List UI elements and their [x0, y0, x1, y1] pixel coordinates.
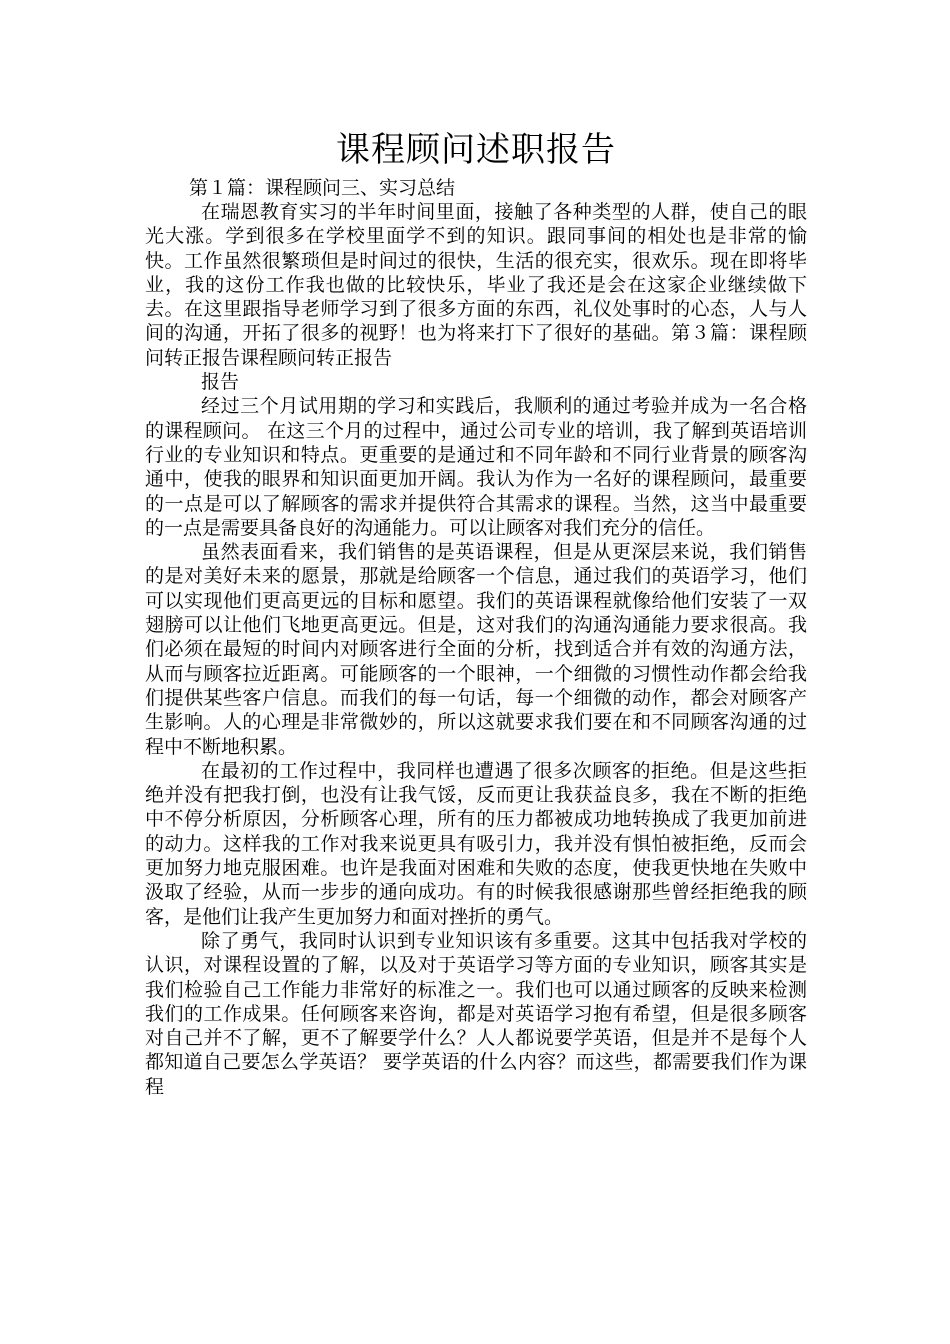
document-page	[145, 128, 807, 1099]
paragraph-probation: 经过三个月试用期的学习和实践后，我顺利的通过考验并成为一名合格的课程顾问。 在这三个月的过程中，通过公司专业的培训，我了解到英语培训行业的专业知识和特点。更重要的是通过和不同年龄和不同行业背景的顾客沟通中，使我的眼界和知识面更加开阔。我认为作为一名好的课程顾问，最重要的一点是可以了解顾客的需求并提供符合其需求的课程。当然，这当中最重要的一点是需要具备良好的沟通能力。可以让顾客对我们充分的信任。	[145, 395, 807, 539]
paragraph-rejection: 在最初的工作过程中，我同样也遭遇了很多次顾客的拒绝。但是这些拒绝并没有把我打倒，也没有让我气馁，反而更让我获益良多，我在不断的拒绝中不停分析原因，分析顾客心理，所有的压力都被成功地转换成了我更加前进的动力。这样我的工作对我来说更具有吸引力，我并没有惧怕被拒绝，反而会更加努力地克服困难。也许是我面对困难和失败的态度，使我更快地在失败中汲取了经验，从而一步步的通向成功。有的时候我很感谢那些曾经拒绝我的顾客，是他们让我产生更加努力和面对挫折的勇气。	[145, 759, 807, 928]
document-title: 课程顾问述职报告	[336, 130, 616, 170]
paragraph-report-label: 报告	[201, 371, 240, 394]
paragraph-knowledge: 除了勇气，我同时认识到专业知识该有多重要。这其中包括我对学校的认识，对课程设置的了解，以及对于英语学习等方面的专业知识，顾客其实是我们检验自己工作能力非常好的标准之一。我们也可以通过顾客的反映来检测我们的工作成果。任何顾客来咨询，都是对英语学习抱有希望，但是很多顾客对自己并不了解，更不了解要学什么？人人都说要学英语，但是并不是每个人都知道自己要怎么学英语？ 要学英语的什么内容？而这些，都需要我们作为课程	[145, 929, 807, 1098]
paragraph-internship-summary: 在瑞恩教育实习的半年时间里面，接触了各种类型的人群，使自己的眼光大涨。学到很多在学校里面学不到的知识。跟同事间的相处也是非常的愉快。工作虽然很繁琐但是时间过的很快，生活的很充实，很欢乐。现在即将毕业，我的这份工作我也做的比较快乐，毕业了我还是会在这家企业继续做下去。在这里跟指导老师学习到了很多方面的东西，礼仪处事时的心态，人与人间的沟通，开拓了很多的视野！也为将来打下了很好的基础。第３篇：课程顾问转正报告课程顾问转正报告	[145, 201, 807, 369]
paragraph-communication: 虽然表面看来，我们销售的是英语课程，但是从更深层来说，我们销售的是对美好未来的愿景，那就是给顾客一个信息，通过我们的英语学习，他们可以实现他们更高更远的目标和愿望。我们的英语课程就像给他们安装了一双翅膀可以让他们飞地更高更远。但是，这对我们的沟通沟通能力要求很高。我们必须在最短的时间内对顾客进行全面的分析，找到适合并有效的沟通方法，从而与顾客拉近距离。可能顾客的一个眼神，一个细微的习惯性动作都会给我们提供某些客户信息。而我们的每一句话，每一个细微的动作，都会对顾客产生影响。人的心理是非常微妙的，所以这就要求我们要在和不同顾客沟通的过程中不断地积累。	[145, 541, 807, 758]
section-heading: 第１篇：课程顾问三、实习总结	[189, 177, 456, 199]
